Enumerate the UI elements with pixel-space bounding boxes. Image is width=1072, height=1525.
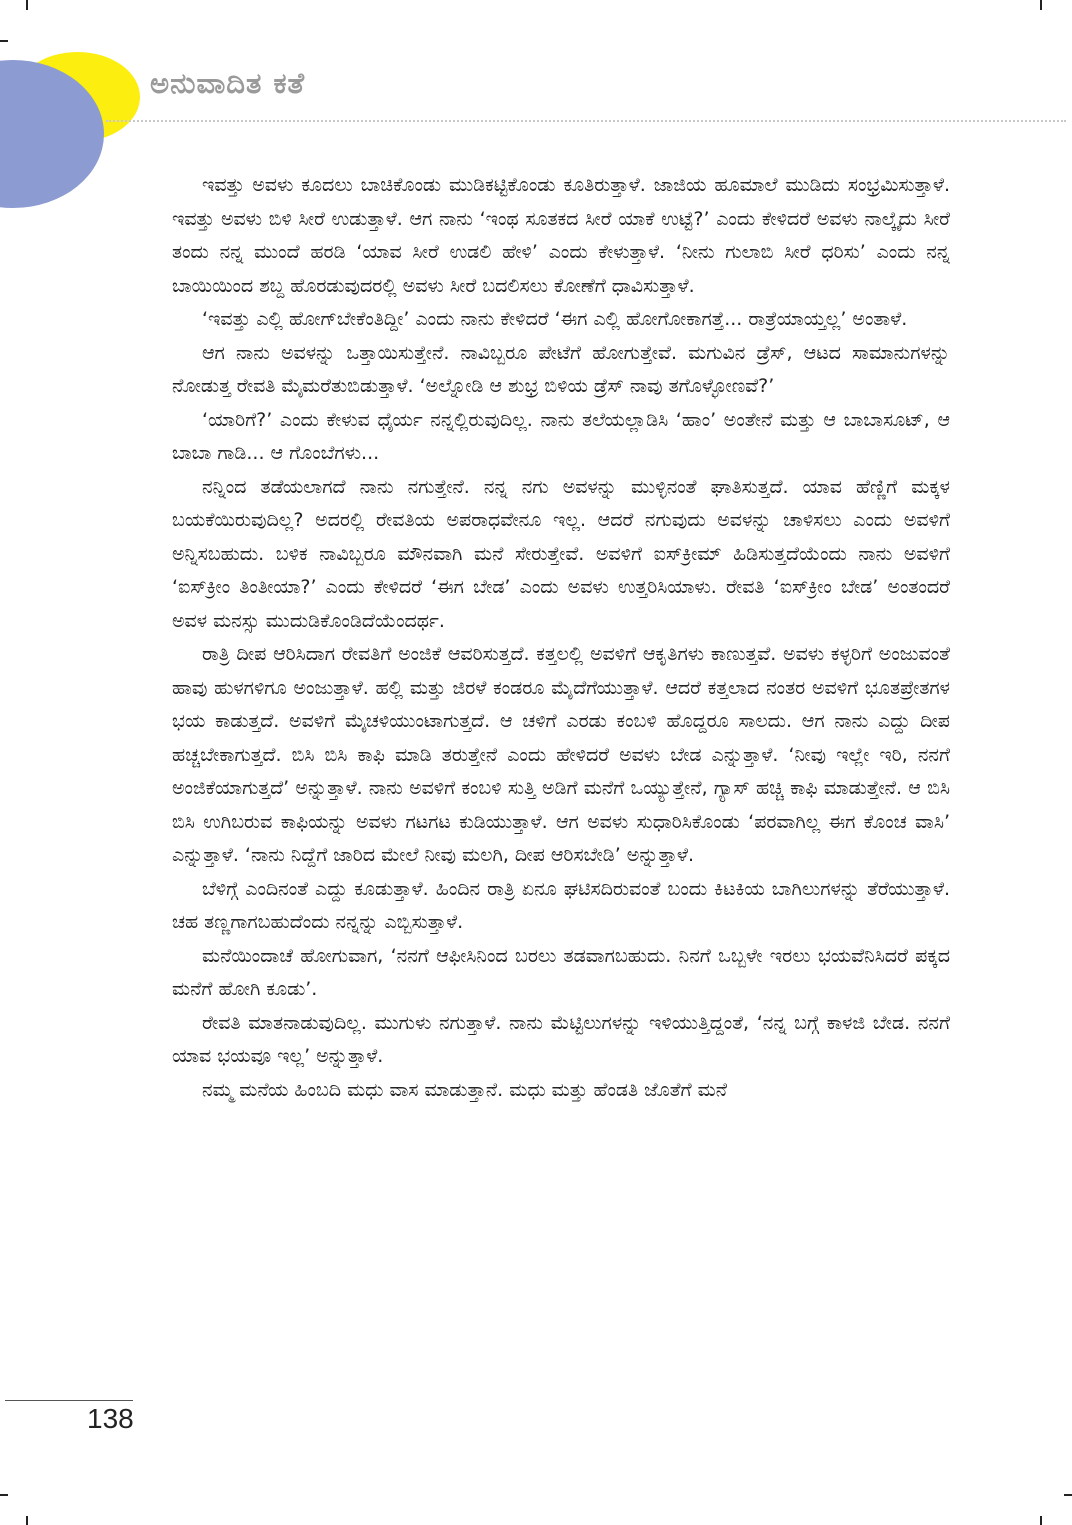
paragraph: ಬೆಳಿಗ್ಗೆ ಎಂದಿನಂತೆ ಎದ್ದು ಕೂಡುತ್ತಾಳೆ. ಹಿಂದಿನ ರಾತ್ರಿ ಏನೂ ಘಟಿಸದಿರುವಂತೆ ಬಂದು ಕಿಟಕಿಯ ಬಾಗಿಲುಗಳನ್ನು ತೆರೆಯುತ್ತಾಳೆ. ಚಹ ತಣ್ಣಗಾಗಬಹುದೆಂದು ನನ್ನನ್ನು ಎಬ್ಬಿಸುತ್ತಾಳೆ. bbox=[172, 877, 950, 933]
section-title: ಅನುವಾದಿತ ಕತೆ bbox=[150, 66, 306, 100]
crop-mark bbox=[1064, 1494, 1072, 1496]
crop-mark bbox=[26, 0, 28, 10]
paragraph: ಮನೆಯಿಂದಾಚೆ ಹೋಗುವಾಗ, ‘ನನಗೆ ಆಫೀಸಿನಿಂದ ಬರಲು ತಡವಾಗಬಹುದು. ನಿನಗೆ ಒಬ್ಬಳೇ ಇರಲು ಭಯವೆನಿಸಿದರೆ ಪಕ್ಕದ ಮನೆಗೆ ಹೋಗಿ ಕೂಡು’. bbox=[172, 944, 950, 1000]
paragraph: ರೇವತಿ ಮಾತನಾಡುವುದಿಲ್ಲ. ಮುಗುಳು ನಗುತ್ತಾಳೆ. ನಾನು ಮೆಟ್ಟಿಲುಗಳನ್ನು ಇಳಿಯುತ್ತಿದ್ದಂತೆ, ‘ನನ್ನ ಬಗ್ಗೆ ಕಾಳಜಿ ಬೇಡ. ನನಗೆ ಯಾವ ಭಯವೂ ಇಲ್ಲ’ ಅನ್ನುತ್ತಾಳೆ. bbox=[172, 1011, 950, 1067]
paragraph: ನಮ್ಮ ಮನೆಯ ಹಿಂಬದಿ ಮಧು ವಾಸ ಮಾಡುತ್ತಾನೆ. ಮಧು ಮತ್ತು ಹೆಂಡತಿ ಜೊತೆಗೆ ಮನೆ bbox=[202, 1078, 728, 1101]
paragraph: ರಾತ್ರಿ ದೀಪ ಆರಿಸಿದಾಗ ರೇವತಿಗೆ ಅಂಜಿಕೆ ಆವರಿಸುತ್ತದೆ. ಕತ್ತಲಲ್ಲಿ ಅವಳಿಗೆ ಆಕೃತಿಗಳು ಕಾಣುತ್ತವೆ. ಅವಳು ಕಳ್ಳರಿಗೆ ಅಂಜುವಂತೆ ಹಾವು ಹುಳಗಳಿಗೂ ಅಂಜುತ್ತಾಳೆ. ಹಲ್ಲಿ ಮತ್ತು ಜಿರಳೆ ಕಂಡರೂ ಮೈದೆಗೆಯುತ್ತಾಳೆ. ಆದರೆ ಕತ್ತಲಾದ ನಂತರ ಅವಳಿಗೆ ಭೂತಪ್ರೇತಗಳ ಭಯ ಕಾಡುತ್ತದೆ. ಅವಳಿಗೆ ಮೈಚಳಿಯುಂಟಾಗುತ್ತದೆ. ಆ ಚಳಿಗೆ ಎರಡು ಕಂಬಳಿ ಹೊದ್ದರೂ ಸಾಲದು. ಆಗ ನಾನು ಎದ್ದು ದೀಪ ಹಚ್ಚಬೇಕಾಗುತ್ತದೆ. ಬಿಸಿ ಬಿಸಿ ಕಾಫಿ ಮಾಡಿ ತರುತ್ತೇನೆ ಎಂದು ಹೇಳಿದರೆ ಅವಳು ಬೇಡ ಎನ್ನುತ್ತಾಳೆ. ‘ನೀವು ಇಲ್ಲೇ ಇರಿ, ನನಗೆ ಅಂಜಿಕೆಯಾಗುತ್ತದೆ’ ಅನ್ನುತ್ತಾಳೆ. ನಾನು ಅವಳಿಗೆ ಕಂಬಳಿ ಸುತ್ತಿ ಅಡಿಗೆ ಮನೆಗೆ ಒಯ್ಯುತ್ತೇನೆ, ಗ್ಯಾಸ್ ಹಚ್ಚಿ ಕಾಫಿ ಮಾಡುತ್ತೇನೆ. ಆ ಬಿಸಿ ಬಿಸಿ ಉಗಿಬರುವ ಕಾಫಿಯನ್ನು ಅವಳು ಗಟಗಟ ಕುಡಿಯುತ್ತಾಳೆ. ಆಗ ಅವಳು ಸುಧಾರಿಸಿಕೊಂಡು ‘ಪರವಾಗಿಲ್ಲ ಈಗ ಕೊಂಚ ವಾಸಿ’ ಎನ್ನುತ್ತಾಳೆ. ‘ನಾನು ನಿದ್ದೆಗೆ ಜಾರಿದ ಮೇಲೆ ನೀವು ಮಲಗಿ, ದೀಪ ಆರಿಸಬೇಡಿ’ ಅನ್ನುತ್ತಾಳೆ. bbox=[172, 643, 950, 866]
header-divider bbox=[106, 120, 1066, 122]
crop-mark bbox=[0, 1494, 8, 1496]
paragraph: ‘ಯಾರಿಗೆ?’ ಎಂದು ಕೇಳುವ ಧೈರ್ಯ ನನ್ನಲ್ಲಿರುವುದಿಲ್ಲ. ನಾನು ತಲೆಯಲ್ಲಾಡಿಸಿ ‘ಹಾಂ’ ಅಂತೇನೆ ಮತ್ತು ಆ ಬಾಬಾಸೂಟ್, ಆ ಬಾಬಾ ಗಾಡಿ... ಆ ಗೊಂಬೆಗಳು... bbox=[172, 408, 950, 464]
crop-mark bbox=[1040, 1516, 1042, 1525]
crop-mark bbox=[1040, 0, 1042, 10]
page-number: 138 bbox=[87, 1403, 134, 1434]
story-body bbox=[172, 169, 950, 1399]
paragraph: ‘ಇವತ್ತು ಎಲ್ಲಿ ಹೋಗ್‌ಬೇಕೆಂತಿದ್ದೀ’ ಎಂದು ನಾನು ಕೇಳಿದರೆ ‘ಈಗ ಎಲ್ಲಿ ಹೋಗೋಕಾಗತ್ತೆ... ರಾತ್ರೆಯಾಯ್ತಲ್ಲ’ ಅಂತಾಳೆ. bbox=[202, 308, 908, 330]
crop-mark bbox=[0, 40, 8, 42]
paragraph: ಆಗ ನಾನು ಅವಳನ್ನು ಒತ್ತಾಯಿಸುತ್ತೇನೆ. ನಾವಿಬ್ಬರೂ ಪೇಟೆಗೆ ಹೋಗುತ್ತೇವೆ. ಮಗುವಿನ ಡ್ರೆಸ್, ಆಟದ ಸಾಮಾನುಗಳನ್ನು ನೋಡುತ್ತ ರೇವತಿ ಮೈಮರೆತುಬಿಡುತ್ತಾಳೆ. ‘ಅಲ್ನೋಡಿ ಆ ಶುಭ್ರ ಬಿಳಿಯ ಡ್ರೆಸ್ ನಾವು ತಗೊಳ್ಳೋಣವೆ?’ bbox=[172, 341, 950, 397]
footer-divider bbox=[5, 1400, 133, 1401]
paragraph: ನನ್ನಿಂದ ತಡೆಯಲಾಗದೆ ನಾನು ನಗುತ್ತೇನೆ. ನನ್ನ ನಗು ಅವಳನ್ನು ಮುಳ್ಳಿನಂತೆ ಘಾತಿಸುತ್ತದೆ. ಯಾವ ಹೆಣ್ಣಿಗೆ ಮಕ್ಕಳ ಬಯಕೆಯಿರುವುದಿಲ್ಲ? ಅದರಲ್ಲಿ ರೇವತಿಯ ಅಪರಾಧವೇನೂ ಇಲ್ಲ. ಆದರೆ ನಗುವುದು ಅವಳನ್ನು ಚಾಳಿಸಲು ಎಂದು ಅವಳಿಗೆ ಅನ್ನಿಸಬಹುದು. ಬಳಿಕ ನಾವಿಬ್ಬರೂ ಮೌನವಾಗಿ ಮನೆ ಸೇರುತ್ತೇವೆ. ಅವಳಿಗೆ ಐಸ್‌ಕ್ರೀಮ್ ಹಿಡಿಸುತ್ತದೆಯೆಂದು ನಾನು ಅವಳಿಗೆ ‘ಐಸ್‌ಕ್ರೀಂ ತಿಂತೀಯಾ?’ ಎಂದು ಕೇಳಿದರೆ ‘ಈಗ ಬೇಡ’ ಎಂದು ಅವಳು ಉತ್ತರಿಸಿಯಾಳು. ರೇವತಿ ‘ಐಸ್‌ಕ್ರೀಂ ಬೇಡ’ ಅಂತಂದರೆ ಅವಳ ಮನಸ್ಸು ಮುದುಡಿಕೊಂಡಿದೆಯೆಂದರ್ಥ. bbox=[172, 475, 950, 632]
paragraph: ಇವತ್ತು ಅವಳು ಕೂದಲು ಬಾಚಿಕೊಂಡು ಮುಡಿಕಟ್ಟಿಕೊಂಡು ಕೂತಿರುತ್ತಾಳೆ. ಜಾಜಿಯ ಹೂಮಾಲೆ ಮುಡಿದು ಸಂಭ್ರಮಿಸುತ್ತಾಳೆ. ಇವತ್ತು ಅವಳು ಬಿಳಿ ಸೀರೆ ಉಡುತ್ತಾಳೆ. ಆಗ ನಾನು ‘ಇಂಥ ಸೂತಕದ ಸೀರೆ ಯಾಕೆ ಉಟ್ಟೆ?’ ಎಂದು ಕೇಳಿದರೆ ಅವಳು ನಾಲ್ಕೈದು ಸೀರೆ ತಂದು ನನ್ನ ಮುಂದೆ ಹರಡಿ ‘ಯಾವ ಸೀರೆ ಉಡಲಿ ಹೇಳಿ’ ಎಂದು ಕೇಳುತ್ತಾಳೆ. ‘ನೀನು ಗುಲಾಬಿ ಸೀರೆ ಧರಿಸು’ ಎಂದು ನನ್ನ ಬಾಯಿಯಿಂದ ಶಬ್ದ ಹೊರಡುವುದರಲ್ಲಿ ಅವಳು ಸೀರೆ ಬದಲಿಸಲು ಕೋಣೆಗೆ ಧಾವಿಸುತ್ತಾಳೆ. bbox=[172, 174, 950, 297]
crop-mark bbox=[26, 1516, 28, 1525]
